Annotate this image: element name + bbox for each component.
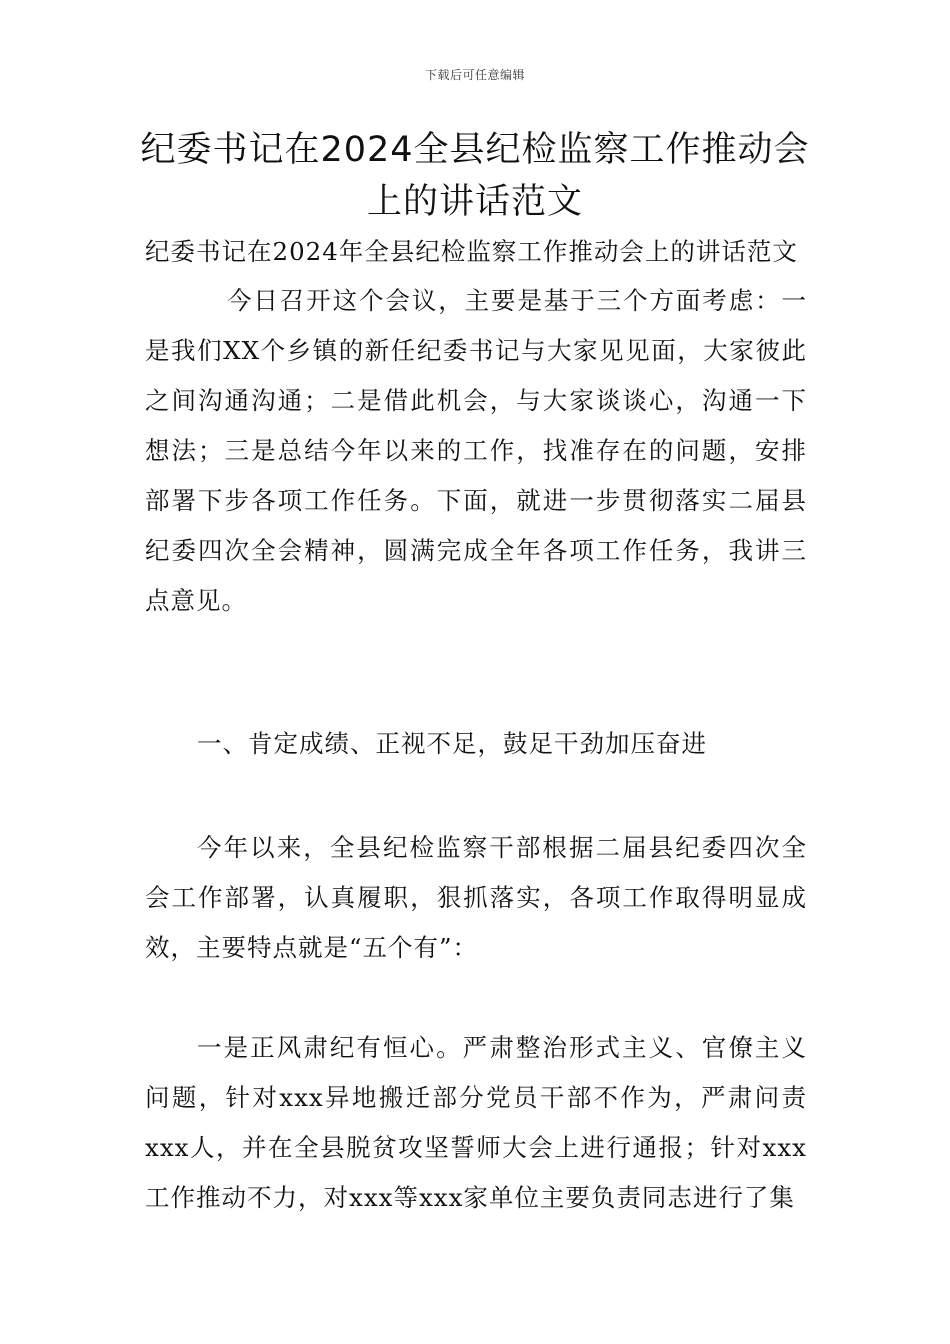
document-title: 纪委书记在2024全县纪检监察工作推动会上的讲话范文 bbox=[140, 130, 810, 222]
paragraph-point-one: 一是正风肃纪有恒心。严肃整治形式主义、官僚主义问题，针对xxx异地搬迁部分党员干部不作为，严肃问责xxx人，并在全县脱贫攻坚誓师大会上进行通报；针对xxx工作推动不力，对xxx等xxx家单位主要负责同志进行了集 bbox=[145, 1033, 807, 1212]
header-note: 下载后可任意编辑 bbox=[424, 68, 525, 82]
paragraph-opening: 今日召开这个会议，主要是基于三个方面考虑：一是我们XX个乡镇的新任纪委书记与大家见见面，大家彼此之间沟通沟通；二是借此机会，与大家谈谈心，沟通一下想法；三是总结今年以来的工作，找准存在的问题，安排部署下步各项工作任务。下面，就进一步贯彻落实二届县纪委四次全会精神，圆满完成全年各项工作任务，我讲三点意见。 bbox=[145, 286, 807, 615]
paragraph-achievements: 今年以来，全县纪检监察干部根据二届县纪委四次全会工作部署，认真履职，狠抓落实，各项工作取得明显成效，主要特点就是“五个有”： bbox=[145, 833, 807, 962]
document-subtitle: 纪委书记在2024年全县纪检监察工作推动会上的讲话范文 bbox=[145, 237, 798, 266]
section-heading: 一、肯定成绩、正视不足，鼓足干劲加压奋进 bbox=[197, 729, 707, 758]
